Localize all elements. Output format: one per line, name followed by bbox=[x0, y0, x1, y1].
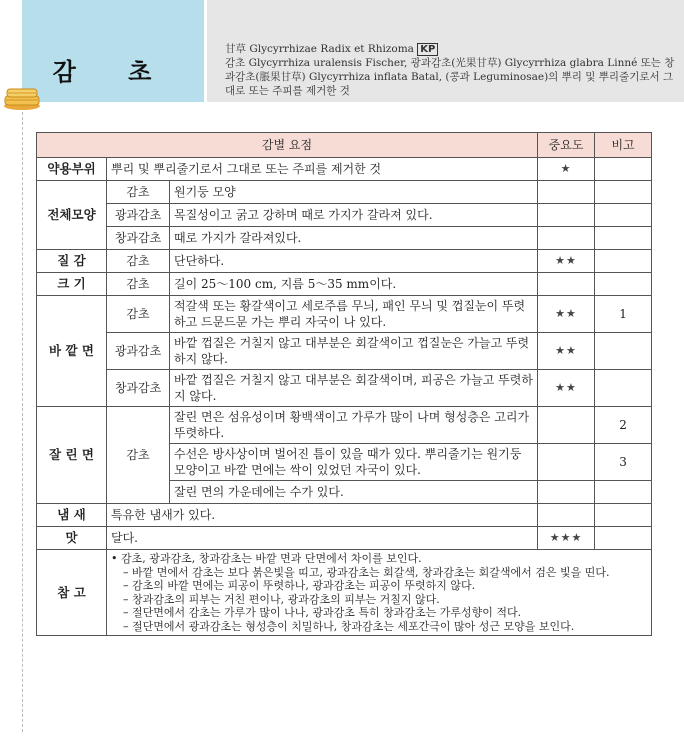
note-number: 3 bbox=[595, 444, 652, 481]
row-label: 잘 린 면 bbox=[37, 407, 107, 504]
reference-item: – 절단면에서 감초는 가루가 많이 나나, 광과감초 특히 창과감초는 가루성향이 적다. bbox=[123, 606, 522, 619]
kp-badge: KP bbox=[417, 43, 438, 56]
species-label: 광과감초 bbox=[107, 333, 170, 370]
note-number bbox=[595, 333, 652, 370]
cell-text: 잘린 면의 가운데에는 수가 있다. bbox=[170, 481, 538, 504]
row-label: 약용부위 bbox=[37, 158, 107, 181]
table-row bbox=[37, 407, 652, 444]
species-label: 감초 bbox=[107, 250, 170, 273]
cell-text: 때로 가지가 갈라져있다. bbox=[170, 227, 538, 250]
note-number bbox=[595, 370, 652, 407]
header-importance: 중요도 bbox=[538, 133, 595, 158]
page-title: 감 초 bbox=[52, 58, 174, 86]
cell-text: 적갈색 또는 황갈색이고 세로주름 무늬, 패인 무늬 및 껍질눈이 뚜렷하고 드문드문 가는 뿌리 자국이 나 있다. bbox=[170, 296, 538, 333]
row-label: 참 고 bbox=[37, 550, 107, 636]
cell-text: 단단하다. bbox=[170, 250, 538, 273]
table-header-row bbox=[37, 133, 652, 158]
importance-stars: ★★ bbox=[538, 333, 595, 370]
table-row bbox=[37, 504, 652, 527]
cell-text: 잘린 면은 섬유성이며 황백색이고 가루가 많이 나며 형성층은 고리가 뚜렷하다. bbox=[170, 407, 538, 444]
latin-name: 甘草 Glycyrrhizae Radix et Rhizoma bbox=[225, 43, 414, 55]
cell-text: 원기둥 모양 bbox=[170, 181, 538, 204]
herb-bundle-icon bbox=[2, 84, 42, 112]
species-label: 광과감초 bbox=[107, 204, 170, 227]
cell-text: 바깥 껍질은 거칠지 않고 대부분은 회갈색이고 껍질눈은 가늘고 뚜렷하지 않다. bbox=[170, 333, 538, 370]
species-label: 감초 bbox=[107, 296, 170, 333]
table-row bbox=[37, 158, 652, 181]
reference-item: – 감초의 바깥 면에는 피공이 뚜렷하나, 광과감초는 피공이 뚜렷하지 않다. bbox=[123, 579, 476, 592]
description-panel bbox=[207, 0, 684, 102]
importance-stars: ★★ bbox=[538, 296, 595, 333]
note-number: 1 bbox=[595, 296, 652, 333]
species-label: 감초 bbox=[107, 273, 170, 296]
table-row bbox=[37, 370, 652, 407]
importance-stars: ★★ bbox=[538, 250, 595, 273]
row-label: 전체모양 bbox=[37, 181, 107, 250]
description-text bbox=[225, 42, 678, 98]
species-label: 창과감초 bbox=[107, 227, 170, 250]
cell-text: 길이 25～100 cm, 지름 5～35 mm이다. bbox=[170, 273, 538, 296]
margin-guide bbox=[22, 112, 23, 732]
cell-text: 달다. bbox=[107, 527, 538, 550]
importance-stars: ★ bbox=[538, 158, 595, 181]
note-number: 2 bbox=[595, 407, 652, 444]
table-row bbox=[37, 250, 652, 273]
table-row bbox=[37, 296, 652, 333]
importance-stars: ★★ bbox=[538, 370, 595, 407]
cell-text: 뿌리 및 뿌리줄기로서 그대로 또는 주피를 제거한 것 bbox=[107, 158, 538, 181]
cell-text: 특유한 냄새가 있다. bbox=[107, 504, 538, 527]
header-note: 비고 bbox=[595, 133, 652, 158]
table-row bbox=[37, 273, 652, 296]
cell-text: 바깥 껍질은 거칠지 않고 대부분은 회갈색이며, 피공은 가늘고 뚜렷하지 않다. bbox=[170, 370, 538, 407]
title-panel bbox=[22, 0, 204, 102]
cell-text: 수선은 방사상이며 벌어진 틈이 있을 때가 있다. 뿌리줄기는 원기둥 모양이고 바깥 면에는 싹이 있었던 자국이 있다. bbox=[170, 444, 538, 481]
table-row bbox=[37, 550, 652, 636]
reference-notes bbox=[107, 550, 652, 636]
importance-stars: ★★★ bbox=[538, 527, 595, 550]
reference-item: – 절단면에서 광과감초는 형성층이 치밀하나, 창과감초는 세포간극이 많아 성근 모양을 보인다. bbox=[123, 619, 575, 633]
note-number bbox=[595, 481, 652, 504]
species-label: 창과감초 bbox=[107, 370, 170, 407]
table-row bbox=[37, 181, 652, 204]
table-row bbox=[37, 204, 652, 227]
row-label: 바 깥 면 bbox=[37, 296, 107, 407]
species-label: 감초 bbox=[107, 407, 170, 504]
reference-item: – 창과감초의 피부는 거친 편이나, 광과감초의 피부는 거칠지 않다. bbox=[123, 592, 440, 606]
cell-text: 목질성이고 굵고 강하며 때로 가지가 갈라져 있다. bbox=[170, 204, 538, 227]
header-criteria: 감별 요점 bbox=[37, 133, 538, 158]
table-row bbox=[37, 527, 652, 550]
reference-item: – 바깥 면에서 감초는 보다 붉은빛을 띠고, 광과감초는 회갈색, 창과감초는 회갈색에서 검은 빛을 띤다. bbox=[123, 565, 610, 579]
table-row bbox=[37, 227, 652, 250]
identification-table bbox=[36, 132, 652, 636]
row-label: 크 기 bbox=[37, 273, 107, 296]
row-label: 맛 bbox=[37, 527, 107, 550]
reference-item: • 감초, 광과감초, 창과감초는 바깥 면과 단면에서 차이를 보인다. bbox=[111, 552, 422, 565]
row-label: 냄 새 bbox=[37, 504, 107, 527]
table-row bbox=[37, 333, 652, 370]
species-label: 감초 bbox=[107, 181, 170, 204]
row-label: 질 감 bbox=[37, 250, 107, 273]
origin-description: 감초 Glycyrrhiza uralensis Fischer, 광과감초(光果甘草) Glycyrrhiza glabra Linné 또는 창과감초(脹果甘草) Glycyrrhiza inflata Batal, (콩과 Leguminosae)의 뿌리 및 뿌리줄기로서 그대로 또는 주피를 제거한 것 bbox=[225, 57, 675, 97]
